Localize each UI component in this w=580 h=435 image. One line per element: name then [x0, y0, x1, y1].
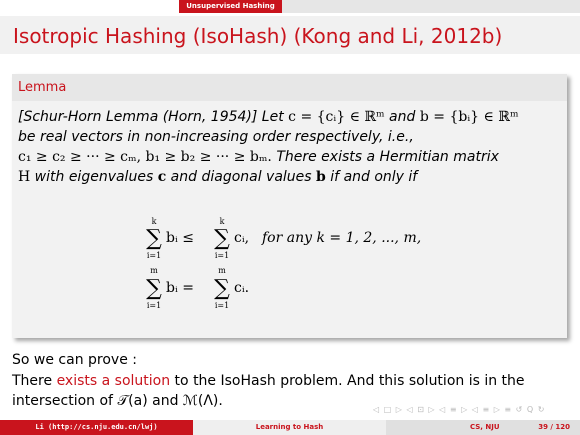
sum-symbol: ∑ [146, 226, 162, 251]
eq1-term1: bᵢ ≤ [166, 230, 194, 246]
lemma-line-4 [18, 167, 561, 187]
lemma-line-1 [18, 107, 561, 127]
page-number: 39 / 120 [538, 423, 570, 431]
lemma-heading: Lemma [12, 74, 567, 101]
sum-lower: i=1 [214, 301, 230, 310]
slide-title: Isotropic Hashing (IsoHash) (Kong and Li, 2012b) [13, 24, 503, 48]
sum-lower: i=1 [146, 251, 162, 260]
lemma-body [12, 101, 567, 187]
lemma-text: [Schur-Horn Lemma (Horn, 1954)] Let [18, 109, 289, 125]
footer [0, 420, 580, 435]
top-bar [0, 0, 580, 13]
eq2-term2: cᵢ. [234, 280, 250, 296]
eq2-term1: bᵢ = [166, 280, 194, 296]
math-b: b = {bᵢ} ∈ ℝᵐ [419, 109, 519, 125]
footer-affiliation: CS, NJU [470, 423, 500, 431]
math-order: c₁ ≥ c₂ ≥ ··· ≥ cₘ, b₁ ≥ b₂ ≥ ··· ≥ bₘ. [18, 149, 272, 165]
sum-symbol: ∑ [214, 276, 230, 301]
sum-symbol: ∑ [146, 276, 162, 301]
lemma-text: with eigenvalues [30, 169, 158, 185]
footer-talk-title[interactable]: Learning to Hash [193, 420, 386, 435]
solution-highlight: exists a solution [56, 373, 171, 389]
intersection-line: intersection of 𝒯(a) and ℳ(Λ). [12, 393, 223, 409]
lemma-text: There exists a Hermitian matrix [271, 149, 499, 165]
solution-text: to the IsoHash problem. And this solution is in the [170, 373, 525, 389]
solution-text: There [12, 373, 57, 389]
math-H: H [18, 169, 31, 185]
sum-upper: m [150, 266, 158, 275]
lemma-text: if and only if [325, 169, 418, 185]
footer-author[interactable]: Li (http://cs.nju.edu.cn/lwj) [0, 420, 193, 435]
lemma-text: and [384, 109, 420, 125]
lemma-text: and diagonal values [166, 169, 317, 185]
sum-symbol: ∑ [214, 226, 230, 251]
section-label[interactable]: Unsupervised Hashing [179, 0, 282, 13]
footer-right [386, 420, 580, 435]
sum-upper: m [218, 266, 226, 275]
lemma-block [12, 74, 567, 338]
math-c: c = {cᵢ} ∈ ℝᵐ [288, 109, 385, 125]
beamer-nav-icons[interactable]: ◁ □ ▷ ◁ ⊡ ▷ ◁ ≡ ▷ ◁ ≡ ▷ ≡ ↺ Q ↻ [373, 405, 546, 414]
math-b-bold: b [316, 169, 326, 185]
lemma-line-3 [18, 147, 561, 167]
lemma-line-2: be real vectors in non-increasing order respectively, i.e., [18, 129, 414, 145]
prove-line: So we can prove : [12, 352, 137, 368]
solution-line [12, 373, 525, 389]
eq1-term2: cᵢ, [234, 230, 250, 246]
sum-upper: k [219, 217, 225, 226]
sum-lower: i=1 [214, 251, 230, 260]
sum-upper: k [151, 217, 157, 226]
sum-lower: i=1 [146, 301, 162, 310]
eq1-condition: for any k = 1, 2, ..., m, [262, 230, 422, 246]
top-bar-right [282, 0, 580, 13]
math-c-bold: c [157, 169, 167, 185]
